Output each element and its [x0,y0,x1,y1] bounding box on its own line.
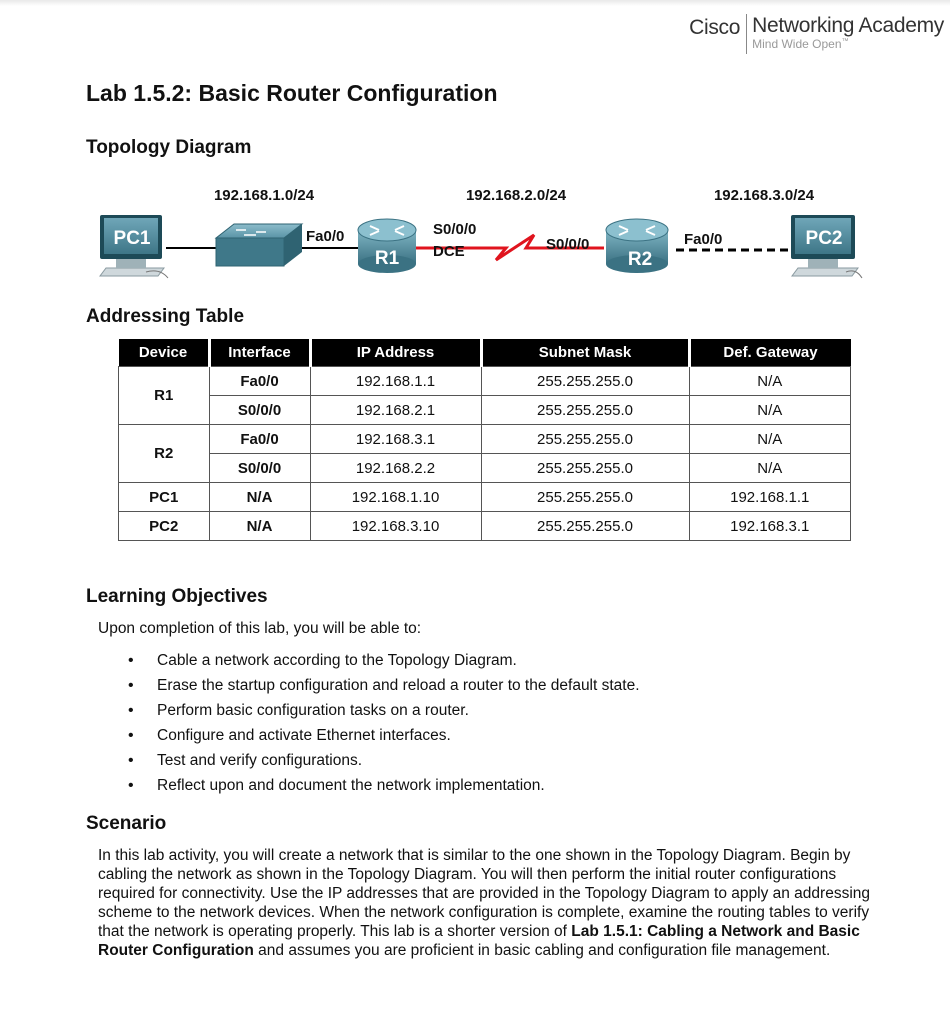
objectives-list [128,648,640,798]
ip-cell: 192.168.1.1 [310,367,481,396]
r2-label: R2 [627,249,653,270]
topology-heading: Topology Diagram [86,137,252,158]
col-interface: Interface [209,339,310,367]
interface-cell: Fa0/0 [209,425,310,454]
ip-cell: 192.168.3.1 [310,425,481,454]
interface-cell: S0/0/0 [209,396,310,425]
r2-serial-label: S0/0/0 [546,236,590,253]
list-item [128,748,640,773]
mask-cell: 255.255.255.0 [481,483,689,512]
table-row [119,512,851,541]
bullet: • [128,777,134,794]
interface-cell: N/A [209,483,310,512]
bullet: • [128,677,134,694]
device-cell: R1 [119,367,210,425]
objective-text: Reflect upon and document the network implementation. [157,777,545,794]
r1-label: R1 [374,248,400,269]
pc1-icon [100,215,168,278]
brand-academy: Networking Academy [752,14,944,37]
ip-cell: 192.168.3.10 [310,512,481,541]
gateway-cell: N/A [689,396,851,425]
table-row [119,454,851,483]
ip-cell: 192.168.2.1 [310,396,481,425]
ip-cell: 192.168.1.10 [310,483,481,512]
network-label-2: 192.168.2.0/24 [465,187,567,204]
topology-diagram [86,178,886,288]
list-item [128,673,640,698]
r1-fa-label: Fa0/0 [306,228,345,245]
gateway-cell: N/A [689,454,851,483]
list-item [128,648,640,673]
addressing-table [118,339,851,541]
scenario-text [98,846,888,960]
objective-text: Perform basic configuration tasks on a router. [157,702,469,719]
gateway-cell: 192.168.1.1 [689,483,851,512]
scenario-lab-reference: Lab 1.5.1: Cabling a Network and Basic Router Configuration [98,923,860,959]
page-title: Lab 1.5.2: Basic Router Configuration [86,80,498,106]
bullet: • [128,652,134,669]
brand-divider [746,14,747,54]
interface-cell: N/A [209,512,310,541]
mask-cell: 255.255.255.0 [481,396,689,425]
table-row [119,425,851,454]
objective-text: Erase the startup configuration and reload a router to the default state. [157,677,640,694]
scenario-text-end: and assumes you are proficient in basic cabling and configuration file management. [253,942,831,959]
col-device: Device [119,339,210,367]
gateway-cell: 192.168.3.1 [689,512,851,541]
pc1-label: PC1 [113,228,151,249]
bullet: • [128,727,134,744]
bullet: • [128,752,134,769]
switch-icon [216,224,302,266]
scenario-text-start: In this lab activity, you will create a network that is similar to the one shown in the Topology Diagram. Begin by cabling the network as shown in the Topology Diagram. You will then perform the initial router configurations required for connectivity. Use the IP addresses that are provided in the Topology Diagram to apply an addressing scheme to the network devices. When the network configuration is complete, examine the routing tables to verify that the network is operating properly. This lab is a shorter version of [98,847,871,940]
network-label-1: 192.168.1.0/24 [213,187,315,204]
col-subnet-mask: Subnet Mask [481,339,689,367]
list-item [128,698,640,723]
scenario-heading: Scenario [86,813,167,834]
brand-tm: ™ [841,38,849,45]
brand-cisco: Cisco [689,16,741,39]
gateway-cell: N/A [689,367,851,396]
mask-cell: 255.255.255.0 [481,454,689,483]
pc2-label: PC2 [805,228,843,249]
col-def-gateway: Def. Gateway [689,339,851,367]
objectives-heading: Learning Objectives [86,586,268,607]
objective-text: Cable a network according to the Topology Diagram. [157,652,517,669]
table-row [119,483,851,512]
objective-text: Test and verify configurations. [157,752,363,769]
mask-cell: 255.255.255.0 [481,425,689,454]
pc2-icon [791,215,862,278]
list-item [128,773,640,798]
cisco-logo [689,14,944,54]
interface-cell: S0/0/0 [209,454,310,483]
table-row [119,367,851,396]
device-cell: PC2 [119,512,210,541]
ip-cell: 192.168.2.2 [310,454,481,483]
gateway-cell: N/A [689,425,851,454]
brand-tagline: Mind Wide Open [752,37,842,51]
addressing-heading: Addressing Table [86,306,245,327]
objective-text: Configure and activate Ethernet interfaces. [157,727,451,744]
r2-fa-label: Fa0/0 [684,231,723,248]
interface-cell: Fa0/0 [209,367,310,396]
col-ip-address: IP Address [310,339,481,367]
mask-cell: 255.255.255.0 [481,367,689,396]
mask-cell: 255.255.255.0 [481,512,689,541]
r1-serial-label: S0/0/0 [433,221,477,238]
r2-icon [606,219,668,273]
network-label-3: 192.168.3.0/24 [713,187,815,204]
table-row [119,396,851,425]
page-top-shade [0,0,950,6]
objectives-intro: Upon completion of this lab, you will be able to: [98,620,422,637]
bullet: • [128,702,134,719]
device-cell: R2 [119,425,210,483]
list-item [128,723,640,748]
r1-icon [358,219,416,273]
dce-label: DCE [433,243,465,260]
device-cell: PC1 [119,483,210,512]
